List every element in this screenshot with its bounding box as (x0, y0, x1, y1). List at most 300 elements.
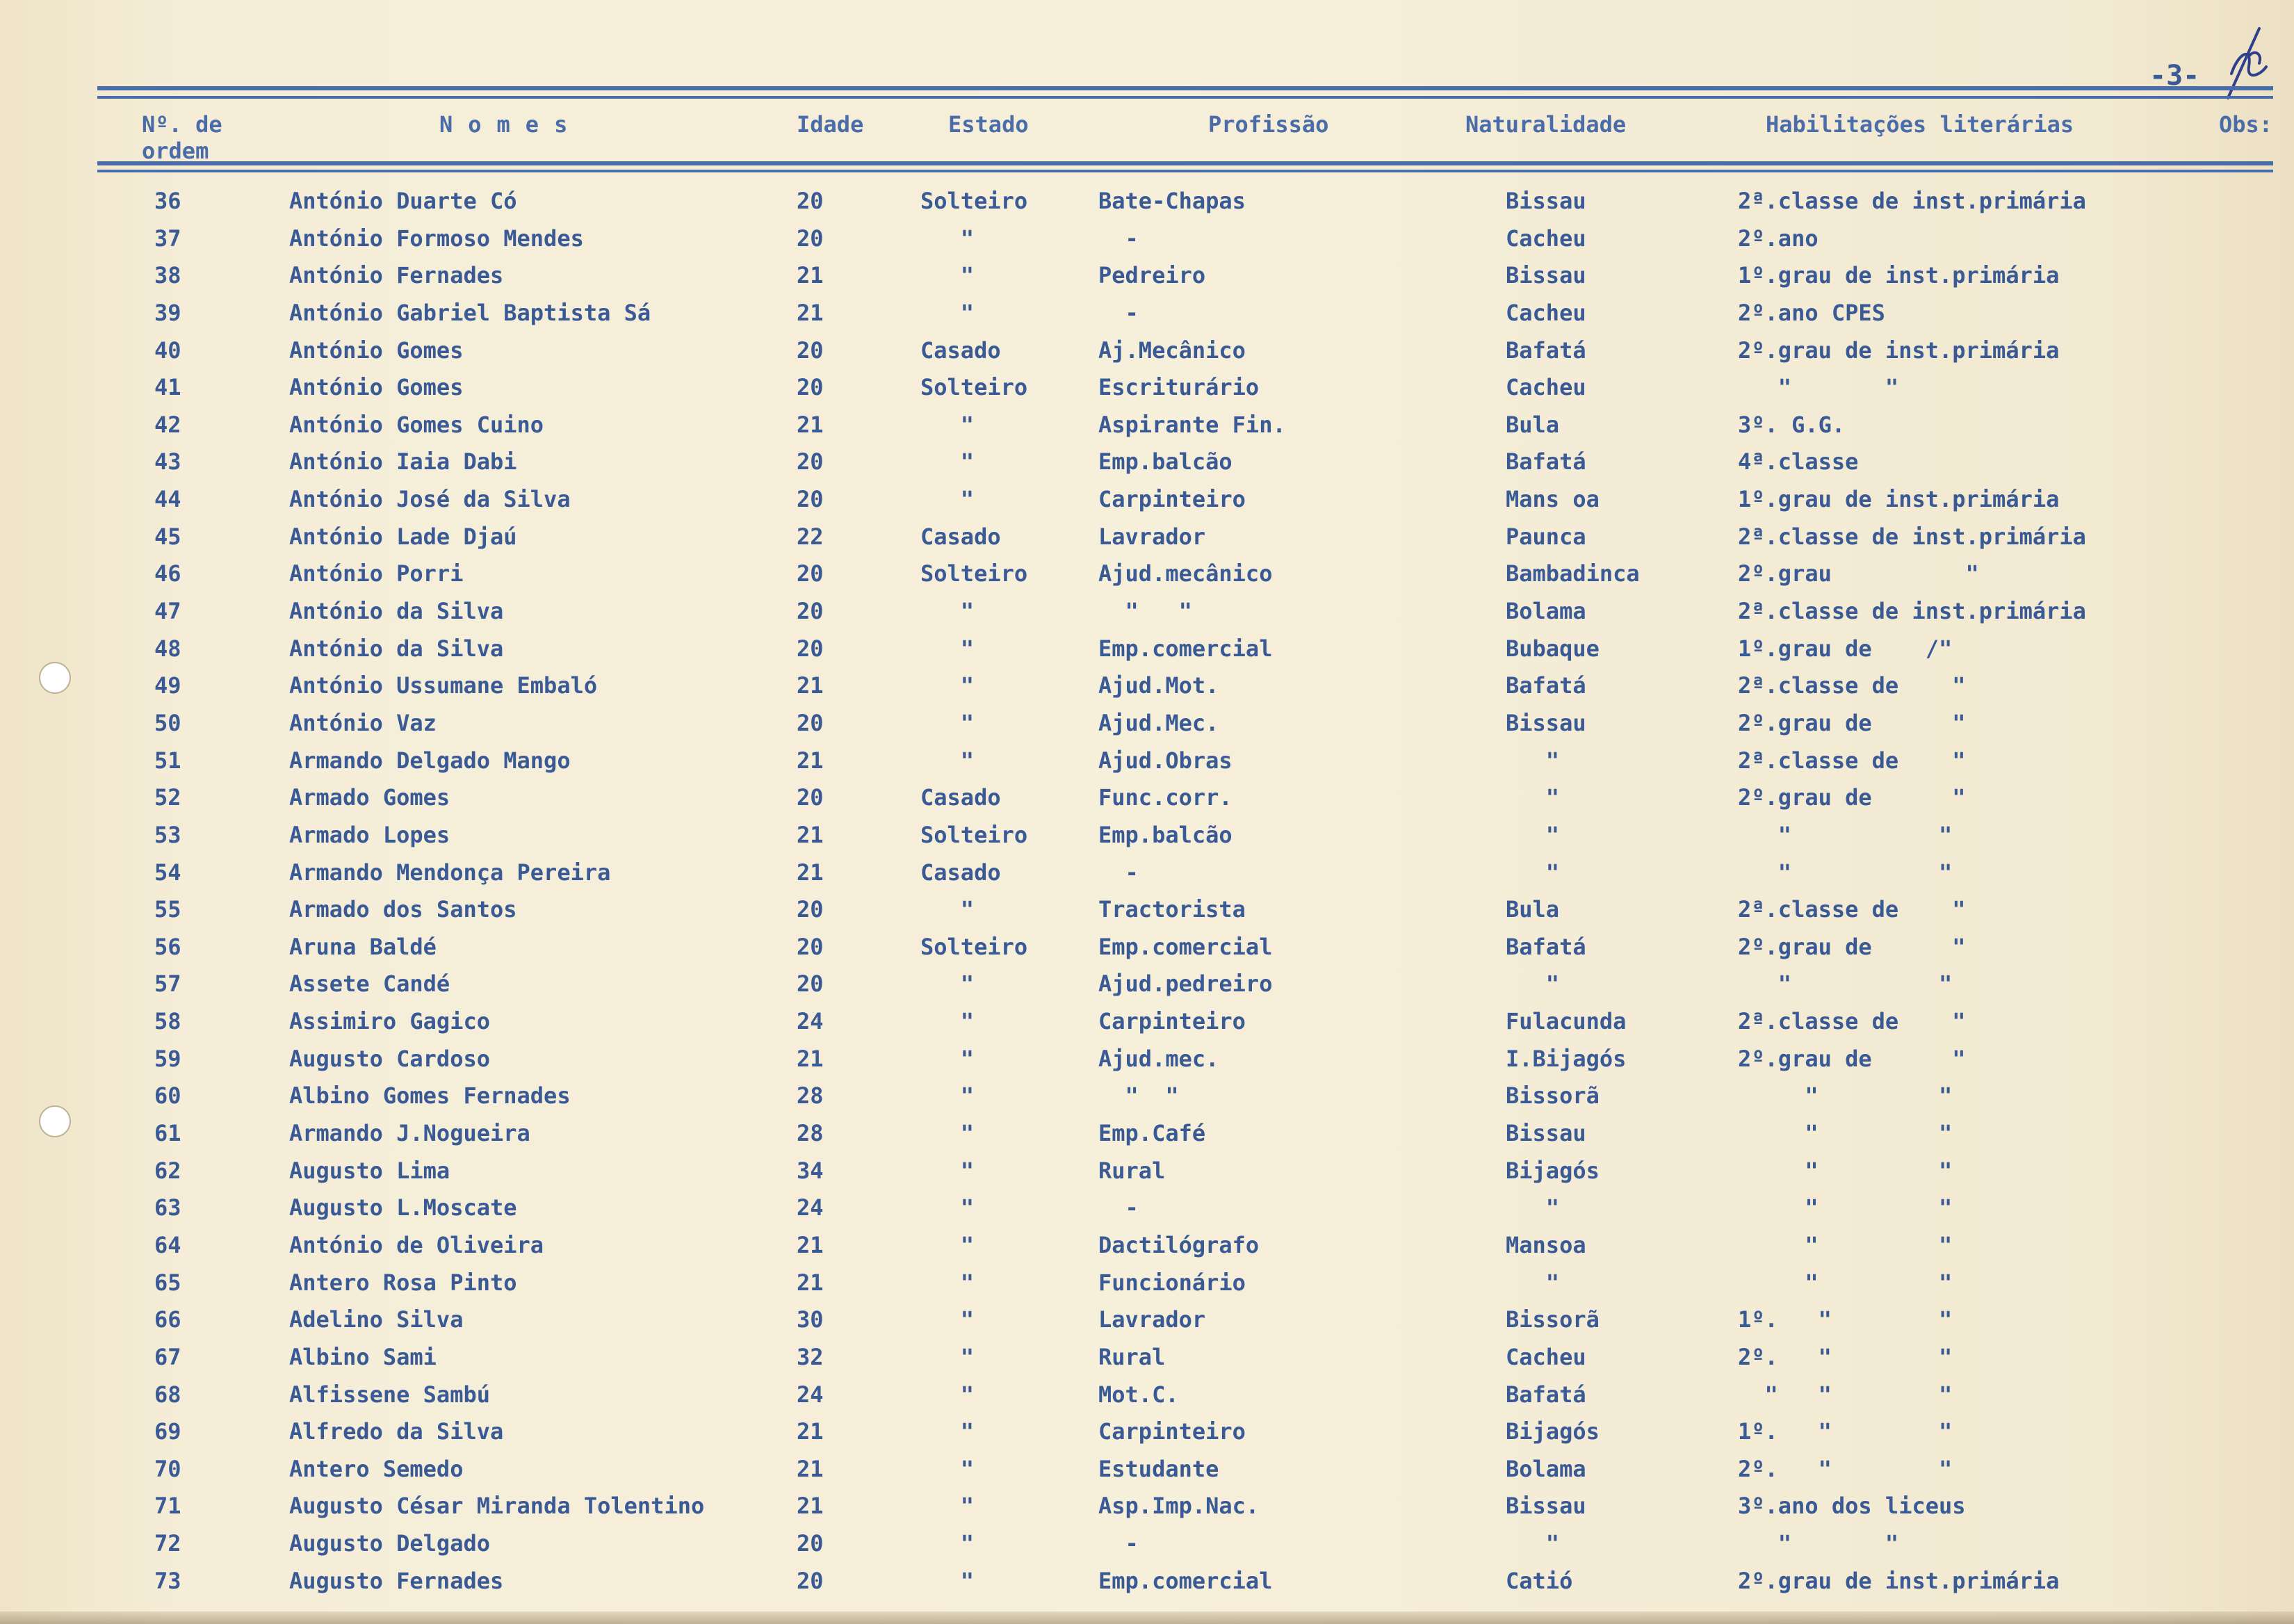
row-naturalidade: Bissau (1506, 709, 1586, 736)
table-row (0, 333, 2294, 371)
row-habilitacoes: 3º. G.G. (1738, 411, 1846, 438)
row-estado: " (920, 411, 975, 438)
row-habilitacoes: 2º.grau de " (1738, 784, 1966, 811)
row-profissao: Pedreiro (1098, 262, 1206, 289)
row-estado: " (920, 1120, 975, 1147)
row-number: 68 (154, 1381, 181, 1408)
row-estado: Casado (920, 336, 1001, 364)
row-habilitacoes: " " (1738, 1194, 1953, 1221)
row-habilitacoes: 2º.grau de inst.primária (1738, 1567, 2060, 1594)
row-profissao: Ajud.Obras (1098, 747, 1233, 774)
row-estado: " (920, 1306, 975, 1333)
punch-hole-top (39, 662, 71, 694)
row-habilitacoes: 1º. " " (1738, 1306, 1953, 1333)
row-estado: " (920, 635, 975, 662)
row-naturalidade: " (1506, 821, 1560, 848)
row-age: 21 (797, 1269, 824, 1296)
row-number: 53 (154, 821, 181, 848)
row-naturalidade: I.Bijagós (1506, 1045, 1627, 1072)
row-naturalidade: " (1506, 1269, 1560, 1296)
row-profissao: Rural (1098, 1157, 1166, 1184)
row-age: 20 (797, 1567, 824, 1594)
table-row (0, 1564, 2294, 1601)
row-habilitacoes: 2ª.classe de inst.primária (1738, 188, 2086, 214)
row-name: António de Oliveira (289, 1231, 544, 1258)
row-naturalidade: Catió (1506, 1567, 1573, 1594)
table-row (0, 892, 2294, 929)
row-profissao: Emp.balcão (1098, 448, 1233, 476)
row-habilitacoes: 1º.grau de inst.primária (1738, 486, 2060, 513)
row-habilitacoes: " " (1738, 1157, 1953, 1184)
row-name: Alfredo da Silva (289, 1418, 504, 1445)
row-number: 47 (154, 598, 181, 625)
row-naturalidade: Bijagós (1506, 1418, 1600, 1445)
row-naturalidade: Bubaque (1506, 635, 1600, 662)
row-estado: " (920, 1418, 975, 1445)
row-profissao: Rural (1098, 1343, 1166, 1370)
row-profissao: - (1098, 859, 1139, 886)
row-profissao: Func.corr. (1098, 784, 1233, 811)
row-name: António Gabriel Baptista Sá (289, 299, 651, 326)
row-naturalidade: " (1506, 859, 1560, 886)
row-age: 20 (797, 374, 824, 401)
row-number: 61 (154, 1120, 181, 1147)
table-row (0, 444, 2294, 482)
row-number: 42 (154, 411, 181, 438)
row-number: 64 (154, 1231, 181, 1258)
row-number: 37 (154, 225, 181, 252)
row-habilitacoes: 2º.grau de " (1738, 709, 1966, 736)
row-age: 21 (797, 411, 824, 438)
row-name: Armando Delgado Mango (289, 747, 571, 774)
row-profissao: Aj.Mecânico (1098, 336, 1246, 364)
row-name: António da Silva (289, 635, 504, 662)
row-profissao: Emp.comercial (1098, 933, 1273, 960)
row-estado: Solteiro (920, 933, 1028, 960)
row-profissao: - (1098, 1530, 1139, 1557)
row-number: 52 (154, 784, 181, 811)
row-number: 49 (154, 672, 181, 699)
row-habilitacoes: 2ª.classe de " (1738, 896, 1966, 923)
row-habilitacoes: " " (1738, 1269, 1953, 1296)
row-estado: " (920, 747, 975, 774)
row-profissao: Ajud.Mot. (1098, 672, 1219, 699)
row-habilitacoes: 2ª.classe de " (1738, 747, 1966, 774)
header-top-rule (97, 86, 2273, 99)
row-naturalidade: " (1506, 971, 1560, 998)
row-naturalidade: Bijagós (1506, 1157, 1600, 1184)
row-name: António Iaia Dabi (289, 448, 517, 476)
row-naturalidade: Cacheu (1506, 225, 1586, 252)
table-row (0, 966, 2294, 1004)
row-age: 28 (797, 1120, 824, 1147)
row-number: 57 (154, 971, 181, 998)
row-age: 20 (797, 598, 824, 625)
row-estado: " (920, 1157, 975, 1184)
row-profissao: " " (1098, 598, 1192, 625)
row-number: 56 (154, 933, 181, 960)
row-profissao: Aspirante Fin. (1098, 411, 1286, 438)
row-estado: " (920, 1530, 975, 1557)
row-habilitacoes: 2ª.classe de " (1738, 672, 1966, 699)
row-estado: " (920, 225, 975, 252)
row-name: Augusto Lima (289, 1157, 450, 1184)
row-profissao: " " (1098, 1082, 1179, 1110)
row-profissao: Tractorista (1098, 896, 1246, 923)
row-name: Armado dos Santos (289, 896, 517, 923)
row-age: 21 (797, 859, 824, 886)
row-profissao: Emp.comercial (1098, 635, 1273, 662)
row-name: António da Silva (289, 598, 504, 625)
row-number: 55 (154, 896, 181, 923)
row-name: António Lade Djaú (289, 523, 517, 550)
row-profissao: Ajud.mecânico (1098, 560, 1273, 587)
row-profissao: - (1098, 225, 1139, 252)
row-name: António Fernades (289, 262, 504, 289)
row-estado: " (920, 1194, 975, 1221)
row-name: Adelino Silva (289, 1306, 464, 1333)
column-header-habilitacoes: Habilitações literárias (1766, 111, 2074, 138)
row-naturalidade: Bafatá (1506, 448, 1586, 476)
row-profissao: Ajud.Mec. (1098, 709, 1219, 736)
row-habilitacoes: 2º.ano (1738, 225, 1819, 252)
row-habilitacoes: 2º. " " (1738, 1455, 1953, 1482)
table-row (0, 1228, 2294, 1265)
table-row (0, 1452, 2294, 1489)
row-profissao: Emp.Café (1098, 1120, 1206, 1147)
column-header-naturalidade: Naturalidade (1465, 111, 1627, 138)
row-profissao: Emp.balcão (1098, 821, 1233, 848)
row-habilitacoes: " " (1738, 1120, 1953, 1147)
row-name: Alfissene Sambú (289, 1381, 490, 1408)
row-number: 69 (154, 1418, 181, 1445)
row-naturalidade: Paunca (1506, 523, 1586, 550)
row-habilitacoes: 1º.grau de inst.primária (1738, 262, 2060, 289)
row-name: António Ussumane Embaló (289, 672, 598, 699)
row-name: António Vaz (289, 709, 437, 736)
column-header-ordem-label: Nº. de ordem (142, 111, 222, 164)
column-header-nomes: Nomes (439, 111, 583, 138)
row-age: 20 (797, 971, 824, 998)
table-row (0, 1302, 2294, 1340)
row-estado: Solteiro (920, 821, 1028, 848)
row-number: 71 (154, 1493, 181, 1520)
row-number: 67 (154, 1343, 181, 1370)
row-habilitacoes: " " (1738, 1082, 1953, 1110)
table-row (0, 1041, 2294, 1079)
row-name: Augusto Fernades (289, 1567, 504, 1594)
row-name: Armado Lopes (289, 821, 450, 848)
row-naturalidade: Bissorã (1506, 1082, 1600, 1110)
row-profissao: Emp.comercial (1098, 1567, 1273, 1594)
row-number: 38 (154, 262, 181, 289)
row-number: 51 (154, 747, 181, 774)
row-profissao: Dactilógrafo (1098, 1231, 1260, 1258)
row-habilitacoes: 2º.grau " (1738, 560, 1979, 587)
row-name: Aruna Baldé (289, 933, 437, 960)
row-estado: " (920, 1381, 975, 1408)
row-age: 21 (797, 672, 824, 699)
row-estado: " (920, 1343, 975, 1370)
row-estado: Solteiro (920, 374, 1028, 401)
row-age: 21 (797, 821, 824, 848)
table-row (0, 1116, 2294, 1153)
row-profissao: - (1098, 1194, 1139, 1221)
row-number: 54 (154, 859, 181, 886)
row-estado: Casado (920, 784, 1001, 811)
row-age: 21 (797, 1455, 824, 1482)
table-row (0, 1414, 2294, 1452)
table-row (0, 594, 2294, 631)
row-name: Armado Gomes (289, 784, 450, 811)
row-habilitacoes: 2ª.classe de inst.primária (1738, 598, 2086, 625)
row-naturalidade: Bafatá (1506, 1381, 1586, 1408)
row-number: 40 (154, 336, 181, 364)
row-name: Assimiro Gagico (289, 1008, 490, 1035)
row-number: 44 (154, 486, 181, 513)
row-age: 21 (797, 1493, 824, 1520)
row-naturalidade: Bafatá (1506, 672, 1586, 699)
table-row (0, 668, 2294, 706)
table-row (0, 929, 2294, 967)
row-habilitacoes: 2º.grau de " (1738, 1045, 1966, 1072)
row-profissao: Carpinteiro (1098, 486, 1246, 513)
row-age: 21 (797, 299, 824, 326)
row-naturalidade: " (1506, 1194, 1560, 1221)
row-name: Augusto L.Moscate (289, 1194, 517, 1221)
row-profissao: Ajud.pedreiro (1098, 971, 1273, 998)
row-habilitacoes: 1º.grau de /" (1738, 635, 1953, 662)
row-habilitacoes: 4ª.classe (1738, 448, 1859, 476)
row-number: 50 (154, 709, 181, 736)
row-number: 58 (154, 1008, 181, 1035)
row-number: 59 (154, 1045, 181, 1072)
row-age: 20 (797, 1530, 824, 1557)
row-naturalidade: Cacheu (1506, 374, 1586, 401)
row-number: 66 (154, 1306, 181, 1333)
row-naturalidade: Cacheu (1506, 299, 1586, 326)
column-header-idade: Idade (797, 111, 864, 138)
table-row (0, 556, 2294, 594)
row-age: 20 (797, 486, 824, 513)
row-age: 28 (797, 1082, 824, 1110)
row-age: 20 (797, 448, 824, 476)
row-estado: " (920, 1231, 975, 1258)
row-habilitacoes: 2º.ano CPES (1738, 299, 1885, 326)
row-age: 22 (797, 523, 824, 550)
table-row (0, 1377, 2294, 1415)
row-name: Augusto Cardoso (289, 1045, 490, 1072)
table-row (0, 743, 2294, 781)
column-header-estado: Estado (948, 111, 1029, 138)
row-profissao: Bate-Chapas (1098, 188, 1246, 214)
row-naturalidade: Bambadinca (1506, 560, 1640, 587)
row-age: 30 (797, 1306, 824, 1333)
row-name: Augusto Delgado (289, 1530, 490, 1557)
row-age: 21 (797, 262, 824, 289)
row-profissao: Carpinteiro (1098, 1008, 1246, 1035)
column-header-ordem (142, 111, 222, 164)
row-age: 20 (797, 784, 824, 811)
row-profissao: - (1098, 299, 1139, 326)
row-estado: " (920, 262, 975, 289)
row-naturalidade: Bissau (1506, 1120, 1586, 1147)
table-row (0, 1153, 2294, 1191)
row-naturalidade: Mans oa (1506, 486, 1600, 513)
row-profissao: Lavrador (1098, 1306, 1206, 1333)
table-row (0, 1004, 2294, 1041)
row-number: 41 (154, 374, 181, 401)
table-row (0, 706, 2294, 743)
table-row (0, 631, 2294, 669)
row-habilitacoes: 2º. " " (1738, 1343, 1953, 1370)
table-row (0, 407, 2294, 445)
row-age: 24 (797, 1381, 824, 1408)
row-age: 24 (797, 1194, 824, 1221)
column-header-profissao: Profissão (1208, 111, 1329, 138)
column-header-obs: Obs: (2219, 111, 2273, 138)
row-naturalidade: " (1506, 1530, 1560, 1557)
table-row (0, 1526, 2294, 1564)
row-age: 21 (797, 1418, 824, 1445)
row-habilitacoes: " " (1738, 374, 1899, 401)
row-name: Albino Gomes Fernades (289, 1082, 571, 1110)
page-number: -3- (2149, 60, 2200, 92)
row-age: 24 (797, 1008, 824, 1035)
table-row (0, 818, 2294, 855)
table-row (0, 855, 2294, 893)
row-estado: " (920, 1455, 975, 1482)
row-naturalidade: Bissau (1506, 1493, 1586, 1520)
row-estado: " (920, 299, 975, 326)
row-profissao: Asp.Imp.Nac. (1098, 1493, 1260, 1520)
row-naturalidade: " (1506, 747, 1560, 774)
row-name: Augusto César Miranda Tolentino (289, 1493, 705, 1520)
row-age: 20 (797, 560, 824, 587)
table-row (0, 295, 2294, 333)
row-habilitacoes: " " " (1738, 1381, 1953, 1408)
row-name: António Gomes (289, 336, 464, 364)
row-naturalidade: Bafatá (1506, 336, 1586, 364)
row-profissao: Ajud.mec. (1098, 1045, 1219, 1072)
row-number: 73 (154, 1567, 181, 1594)
row-profissao: Escriturário (1098, 374, 1260, 401)
row-age: 20 (797, 188, 824, 214)
row-number: 48 (154, 635, 181, 662)
table-row (0, 221, 2294, 259)
row-number: 65 (154, 1269, 181, 1296)
row-age: 20 (797, 225, 824, 252)
row-number: 39 (154, 299, 181, 326)
table-row (0, 1190, 2294, 1228)
row-profissao: Estudante (1098, 1455, 1219, 1482)
row-habilitacoes: 2º.grau de " (1738, 933, 1966, 960)
row-age: 21 (797, 747, 824, 774)
row-number: 46 (154, 560, 181, 587)
row-name: António Gomes Cuino (289, 411, 544, 438)
row-name: Antero Semedo (289, 1455, 464, 1482)
row-name: António José da Silva (289, 486, 571, 513)
row-estado: " (920, 1008, 975, 1035)
row-number: 43 (154, 448, 181, 476)
row-habilitacoes: 3º.ano dos liceus (1738, 1493, 1966, 1520)
row-name: Assete Candé (289, 971, 450, 998)
row-age: 34 (797, 1157, 824, 1184)
row-age: 20 (797, 635, 824, 662)
table-row (0, 1078, 2294, 1116)
row-name: Armando Mendonça Pereira (289, 859, 611, 886)
row-naturalidade: Bissau (1506, 262, 1586, 289)
row-habilitacoes: " " (1738, 1231, 1953, 1258)
header-bottom-rule (97, 161, 2273, 172)
row-estado: " (920, 672, 975, 699)
row-profissao: Funcionário (1098, 1269, 1246, 1296)
row-name: António Duarte Có (289, 188, 517, 214)
row-number: 36 (154, 188, 181, 214)
punch-hole-bottom (39, 1105, 71, 1137)
row-number: 70 (154, 1455, 181, 1482)
row-age: 20 (797, 933, 824, 960)
row-name: Albino Sami (289, 1343, 437, 1370)
table-row (0, 1340, 2294, 1377)
row-age: 21 (797, 1231, 824, 1258)
row-naturalidade: Bolama (1506, 598, 1586, 625)
row-naturalidade: Bissau (1506, 188, 1586, 214)
table-row (0, 780, 2294, 818)
row-name: António Porri (289, 560, 464, 587)
row-naturalidade: Bula (1506, 896, 1560, 923)
row-age: 20 (797, 896, 824, 923)
table-row (0, 1265, 2294, 1303)
row-number: 62 (154, 1157, 181, 1184)
row-name: António Gomes (289, 374, 464, 401)
row-name: Armando J.Nogueira (289, 1120, 530, 1147)
register-table-body (0, 184, 2294, 1600)
table-row (0, 519, 2294, 557)
row-habilitacoes: " " (1738, 821, 1953, 848)
row-age: 20 (797, 336, 824, 364)
row-naturalidade: Cacheu (1506, 1343, 1586, 1370)
table-row (0, 482, 2294, 519)
row-naturalidade: Fulacunda (1506, 1008, 1627, 1035)
row-estado: " (920, 448, 975, 476)
row-naturalidade: Bula (1506, 411, 1560, 438)
row-naturalidade: Bissorã (1506, 1306, 1600, 1333)
row-estado: " (920, 598, 975, 625)
row-naturalidade: " (1506, 784, 1560, 811)
row-number: 72 (154, 1530, 181, 1557)
table-row (0, 258, 2294, 295)
row-habilitacoes: " " (1738, 859, 1953, 886)
row-age: 20 (797, 709, 824, 736)
row-age: 32 (797, 1343, 824, 1370)
row-estado: " (920, 1567, 975, 1594)
row-estado: Solteiro (920, 560, 1028, 587)
row-estado: " (920, 1082, 975, 1110)
row-naturalidade: Mansoa (1506, 1231, 1586, 1258)
row-habilitacoes: " " (1738, 971, 1953, 998)
row-number: 63 (154, 1194, 181, 1221)
row-estado: Casado (920, 523, 1001, 550)
row-naturalidade: Bolama (1506, 1455, 1586, 1482)
table-row (0, 1488, 2294, 1526)
row-age: 21 (797, 1045, 824, 1072)
row-estado: " (920, 971, 975, 998)
row-profissao: Mot.C. (1098, 1381, 1179, 1408)
row-estado: " (920, 1269, 975, 1296)
row-habilitacoes: 2º.grau de inst.primária (1738, 336, 2060, 364)
row-name: António Formoso Mendes (289, 225, 584, 252)
